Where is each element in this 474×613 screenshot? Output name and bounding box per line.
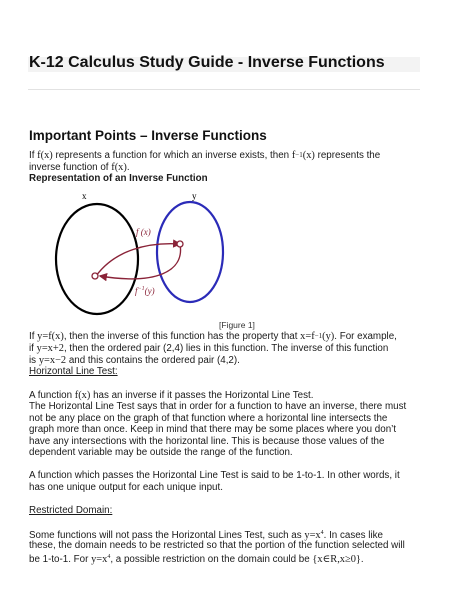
section-heading: Important Points – Inverse Functions	[29, 128, 267, 143]
set-x-label: x	[82, 192, 87, 201]
para1-line-3: is y=x−2 and this contains the ordered pair (4,2).	[29, 355, 240, 366]
range-ellipse	[157, 202, 223, 302]
hlt-para-3-line-1: A function which passes the Horizontal Line Test is said to be 1-to-1. In other words, it	[29, 470, 400, 481]
hlt-para-3-line-2: has one unique output for each unique input.	[29, 482, 223, 493]
rd-heading: Restricted Domain:	[29, 505, 113, 516]
hlt-para-2-line-3: graph more than once. Keep in mind that there may be some places where you don’t	[29, 424, 397, 435]
f-inverse-arrow	[100, 244, 181, 279]
figure-caption: [Figure 1]	[219, 320, 255, 330]
para1-line-2: if y=x+2, then the ordered pair (2,4) lies in this function. The inverse of this function	[29, 343, 389, 354]
intro-line-1: If f(x) represents a function for which an inverse exists, then f−1(x) represents the	[29, 150, 381, 161]
f-label: f (x)	[136, 227, 151, 237]
hlt-para-1: A function f(x) has an inverse if it passes the Horizontal Line Test.	[29, 390, 314, 401]
set-y-label: y	[192, 192, 197, 201]
domain-point	[92, 273, 98, 279]
inverse-function-diagram	[40, 192, 235, 317]
rd-line-3: be 1-to-1. For $y=x^4$, a possible restriction on the domain could be {x∈R,x≥0}.	[29, 554, 364, 565]
f-inverse-label: $f^{-1}(y)$	[135, 286, 155, 296]
rd-line-2: these, the domain needs to be restricted so that the portion of the function selected will	[29, 540, 405, 551]
hlt-heading: Horizontal Line Test:	[29, 366, 118, 377]
domain-ellipse	[56, 204, 138, 314]
hlt-para-2-line-2: not be any place on the graph of that function where a horizontal line intersects the	[29, 413, 388, 424]
hlt-para-2-line-5: dependent variable may be outside the range of the function.	[29, 447, 293, 458]
representation-heading: Representation of an Inverse Function	[29, 173, 208, 184]
title-divider	[28, 89, 420, 90]
page-title: K-12 Calculus Study Guide - Inverse Functions	[29, 54, 385, 71]
range-point	[177, 241, 183, 247]
hlt-para-2-line-4: have any intersections with the horizontal line. This is because those values of the	[29, 436, 385, 447]
hlt-para-2-line-1: The Horizontal Line Test says that in order for a function to have an inverse, there must	[29, 401, 407, 412]
rd-line-1: Some functions will not pass the Horizontal Lines Test, such as $y=x^4$. In cases like	[29, 530, 383, 541]
para1-line-1: If y=f(x), then the inverse of this function has the property that x=f−1(y). For example,	[29, 331, 397, 342]
intro-line-2: inverse function of f(x).	[29, 162, 130, 173]
